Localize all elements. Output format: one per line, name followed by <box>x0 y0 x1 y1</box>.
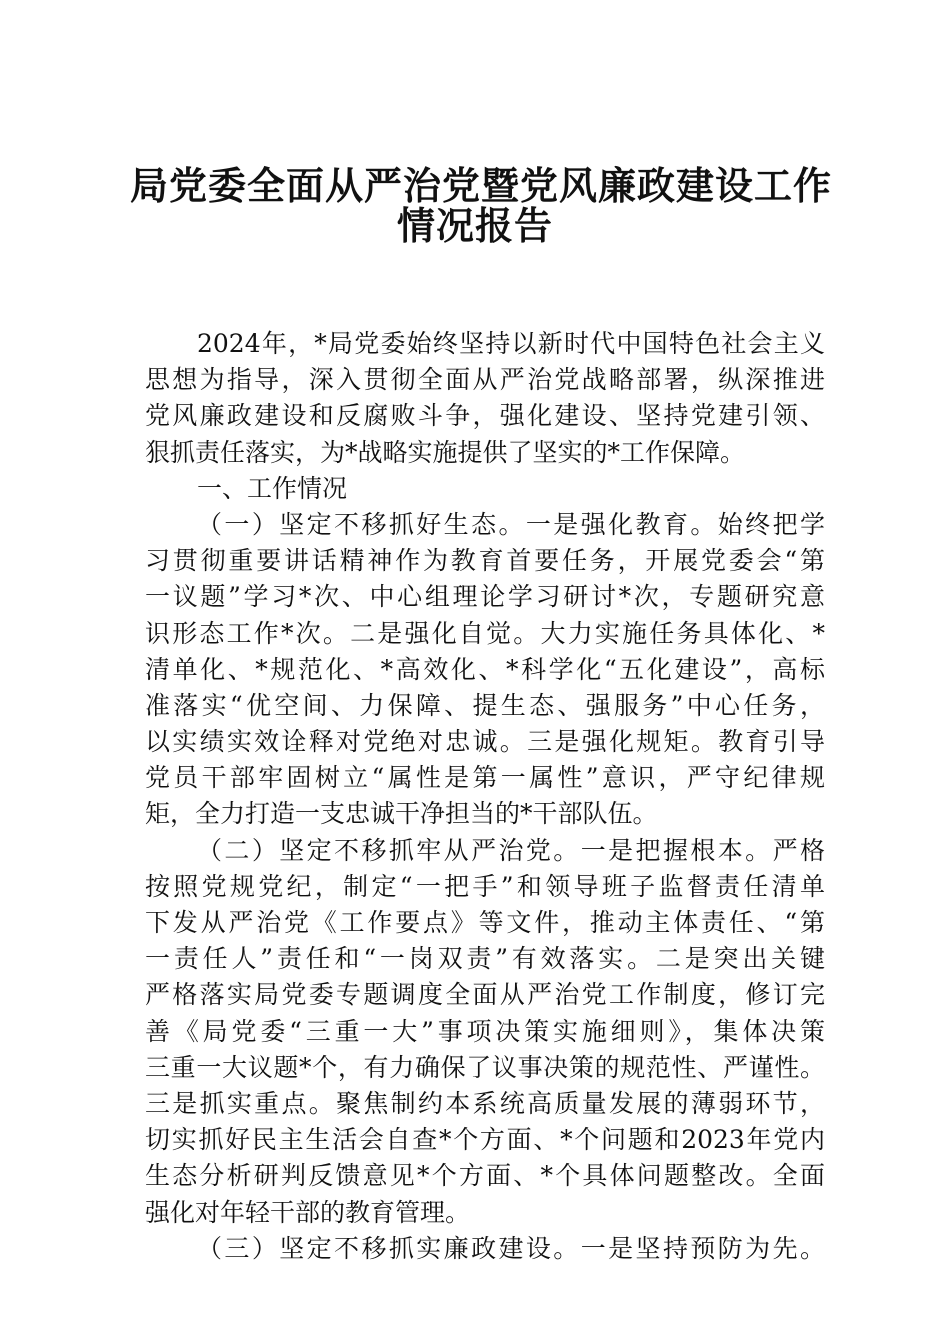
paragraph-line: 严格落实局党委专题调度全面从严治党工作制度，修订完 <box>145 980 825 1010</box>
paragraph-line: 矩，全力打造一支忠诚干净担当的*干部队伍。 <box>145 799 658 829</box>
paragraph-line: 下发从严治党《工作要点》等文件，推动主体责任、“第 <box>145 908 825 937</box>
paragraph-line: 善《局党委“三重一大”事项决策实施细则》，集体决策 <box>145 1016 825 1046</box>
paragraph-line: 党员干部牢固树立“属性是第一属性”意识，严守纪律规 <box>145 763 825 793</box>
paragraph-line: （二）坚定不移抓牢从严治党。一是把握根本。严格 <box>197 835 825 865</box>
paragraph-line: 识形态工作*次。二是强化自觉。大力实施任务具体化、* <box>145 618 825 648</box>
paragraph-line: 按照党规党纪，制定“一把手”和领导班子监督责任清单 <box>145 871 825 901</box>
document-body <box>145 326 825 1267</box>
paragraph-line: 切实抓好民主生活会自查*个方面、*个问题和2023年党内 <box>145 1125 825 1155</box>
paragraph-line: 2024年，*局党委始终坚持以新时代中国特色社会主义 <box>197 329 825 358</box>
paragraph-line: 一责任人”责任和“一岗双责”有效落实。二是突出关键 <box>145 944 825 974</box>
paragraph-line: 生态分析研判反馈意见*个方面、*个具体问题整改。全面 <box>145 1161 825 1191</box>
paragraph-line: 狠抓责任落实，为*战略实施提供了坚实的*工作保障。 <box>145 437 746 467</box>
paragraph-line: （一）坚定不移抓好生态。一是强化教育。始终把学 <box>197 509 825 539</box>
section-heading: 一、工作情况 <box>197 473 348 503</box>
paragraph-line: 三重一大议题*个，有力确保了议事决策的规范性、严谨性。 <box>145 1052 825 1082</box>
paragraph-line: 以实绩实效诠释对党绝对忠诚。三是强化规矩。教育引导 <box>145 727 825 757</box>
paragraph-line: 习贯彻重要讲话精神作为教育首要任务，开展党委会“第 <box>145 546 825 576</box>
paragraph-line: 准落实“优空间、力保障、提生态、强服务”中心任务， <box>145 690 825 720</box>
paragraph-line: 三是抓实重点。聚焦制约本系统高质量发展的薄弱环节， <box>145 1088 825 1118</box>
document-title-line-2: 情况报告 <box>396 203 553 248</box>
paragraph-line: （三）坚定不移抓实廉政建设。一是坚持预防为先。 <box>197 1233 825 1263</box>
paragraph-line: 强化对年轻干部的教育管理。 <box>145 1197 471 1227</box>
paragraph-line: 一议题”学习*次、中心组理论学习研讨*次，专题研究意 <box>145 582 825 612</box>
paragraph-line: 清单化、*规范化、*高效化、*科学化“五化建设”，高标 <box>145 654 825 684</box>
paragraph-line: 思想为指导，深入贯彻全面从严治党战略部署，纵深推进 <box>145 365 825 395</box>
paragraph-line: 党风廉政建设和反腐败斗争，强化建设、坚持党建引领、 <box>145 401 825 431</box>
document-title-line-1: 局党委全面从严治党暨党风廉政建设工作 <box>130 163 833 208</box>
